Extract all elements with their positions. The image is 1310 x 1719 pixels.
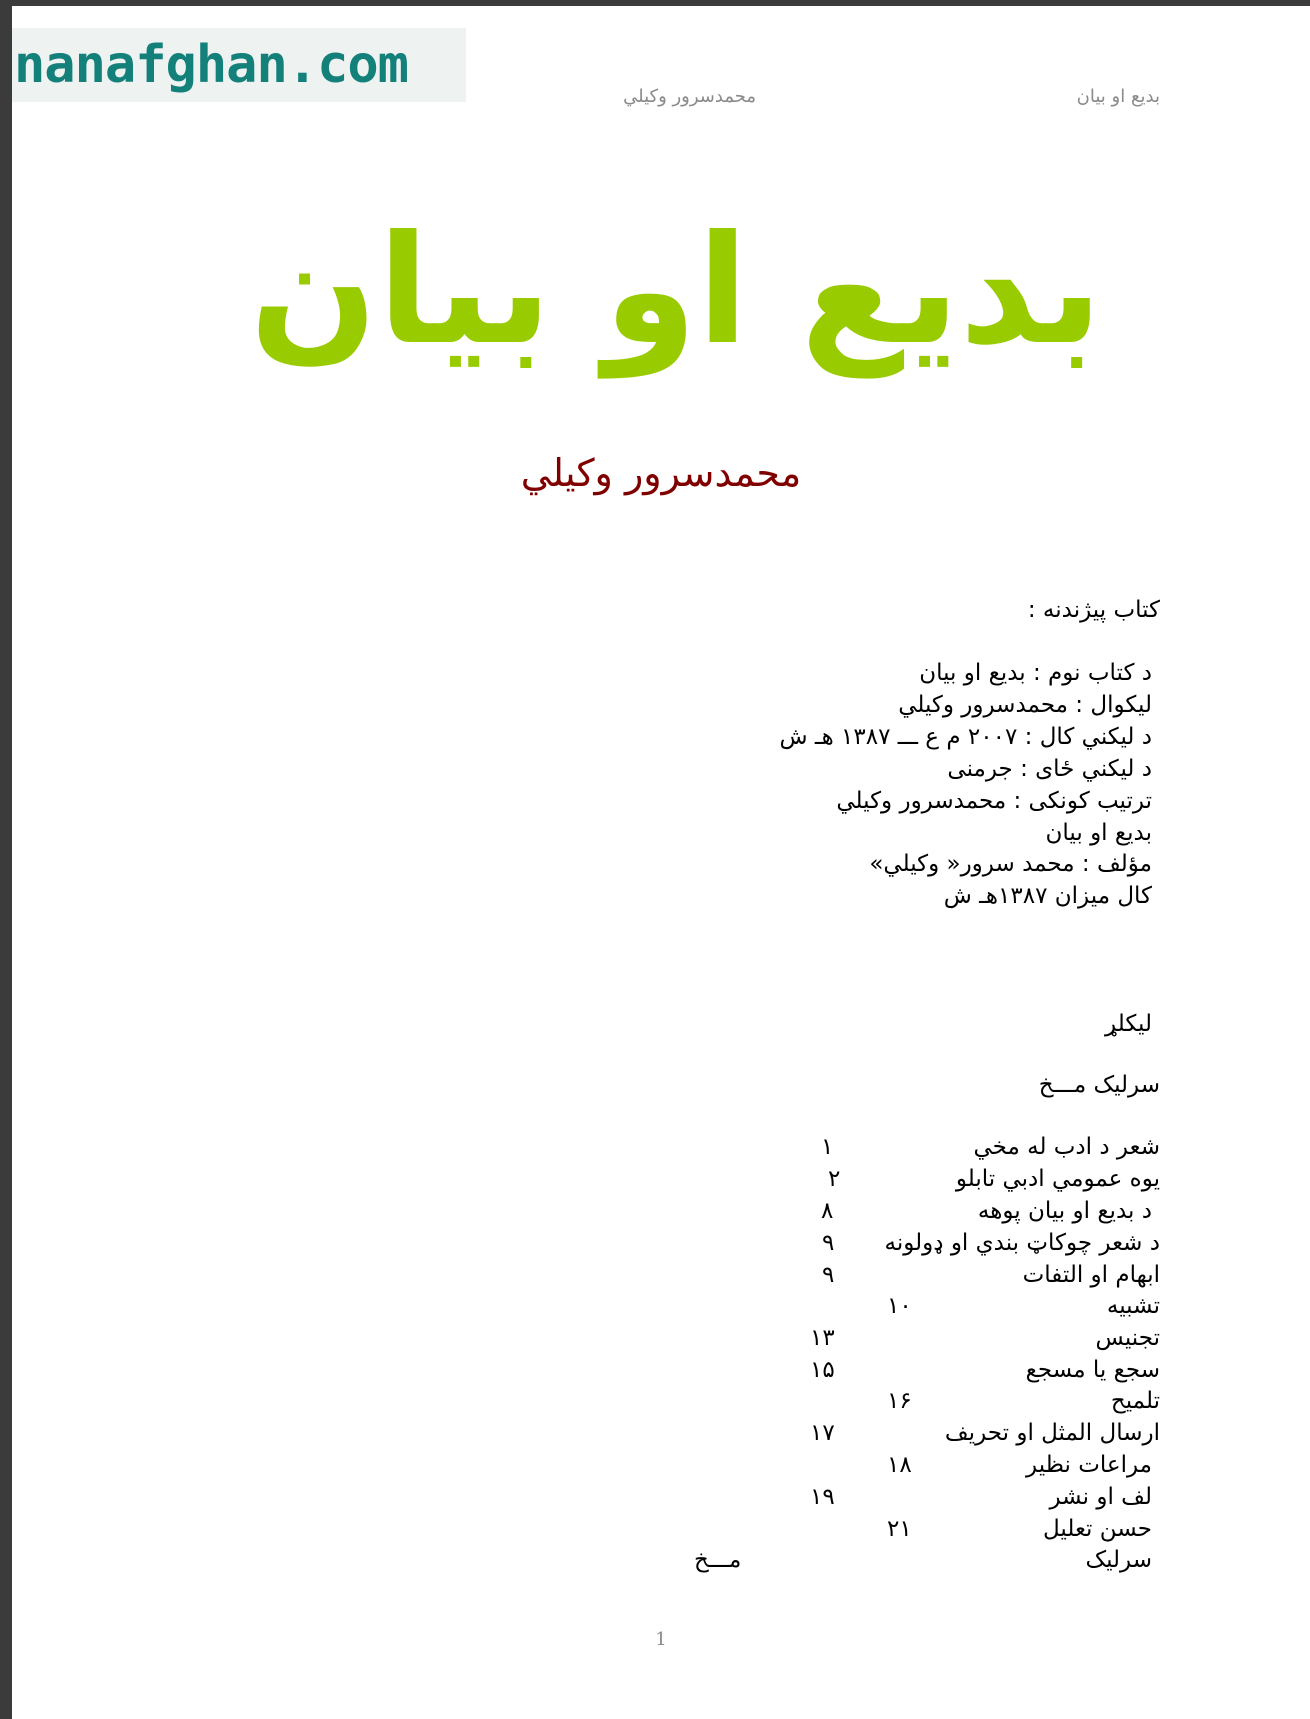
- toc-entry-page: ۱۳: [810, 1325, 835, 1351]
- toc-entry-title: تجنيس: [1095, 1325, 1160, 1351]
- intro-line: د ليکني ځاى : جرمنى: [947, 756, 1152, 782]
- toc-entry-page: ۱۵: [810, 1357, 835, 1383]
- book-title: بديع او بيان: [249, 204, 1103, 378]
- toc-entry-page: ۹: [822, 1262, 835, 1288]
- toc-entry-page: ۹: [822, 1230, 835, 1256]
- toc-entry-page: ۱۶: [887, 1388, 912, 1414]
- intro-line: د کتاب نوم : بديع او بيان: [919, 660, 1152, 686]
- intro-line: ترتيب کونکى : محمدسرور وکيلي: [836, 788, 1152, 814]
- toc-entry-page: ۱: [821, 1134, 834, 1160]
- toc-entry-title: ابهام او التفات: [1022, 1262, 1160, 1288]
- intro-line: د ليکني کال : ۲۰۰۷ م ع ـــ ۱۳۸۷ هـ ش: [779, 724, 1152, 750]
- running-header-title: بديع او بيان: [1076, 86, 1160, 107]
- toc-entry-title: سجع يا مسجع: [1025, 1357, 1160, 1383]
- toc-entry-title: ارسال المثل او تحريف: [944, 1420, 1160, 1446]
- toc-entry-page: ۱۷: [810, 1420, 835, 1446]
- toc-entry-title: شعر د ادب له مخي: [973, 1134, 1160, 1160]
- toc-entry-page: ۱۸: [887, 1452, 912, 1478]
- intro-line: بديع او بيان: [1045, 820, 1152, 846]
- writer-label: ليکلړ: [1105, 1011, 1152, 1037]
- intro-heading: کتاب پيژندنه :: [1027, 597, 1160, 623]
- intro-line: ليکوال : محمدسرور وکيلي: [898, 692, 1152, 718]
- toc-footer-title: سرليک: [1085, 1547, 1152, 1573]
- toc-entry-page: ۱۰: [887, 1293, 912, 1319]
- toc-entry-title: د بديع او بيان پوهه: [977, 1198, 1152, 1224]
- toc-footer-page: مـــخ: [694, 1547, 742, 1573]
- toc-entry-page: ۲: [828, 1166, 841, 1192]
- toc-entry-page: ۲۱: [887, 1516, 912, 1542]
- toc-entry-title: مراعات نظير: [1026, 1452, 1152, 1478]
- toc-entry-page: ۸: [821, 1198, 834, 1224]
- running-header-author: محمدسرور وکيلي: [623, 86, 756, 107]
- toc-entry-title: يوه عمومي ادبي تابلو: [955, 1166, 1160, 1192]
- site-logo: nanafghan.com: [12, 28, 466, 102]
- toc-entry-title: د شعر چوکاټ بندي او ډولونه: [884, 1230, 1160, 1256]
- book-author: محمدسرور وکيلي: [520, 451, 802, 495]
- toc-entry-title: حسن تعليل: [1042, 1516, 1152, 1542]
- page-number: 1: [655, 1629, 667, 1650]
- toc-heading: سرليک مـــخ: [1038, 1072, 1160, 1098]
- toc-entry-title: تلميح: [1110, 1388, 1160, 1414]
- toc-entry-title: لف او نشر: [1049, 1484, 1152, 1510]
- intro-line: کال ميزان ۱۳۸۷هـ ش: [943, 883, 1152, 909]
- document-page: [12, 6, 1310, 1719]
- toc-entry-title: تشبيه: [1106, 1293, 1160, 1319]
- intro-line: مؤلف : محمد سرور« وکيلي»: [869, 851, 1152, 877]
- toc-entry-page: ۱۹: [810, 1484, 835, 1510]
